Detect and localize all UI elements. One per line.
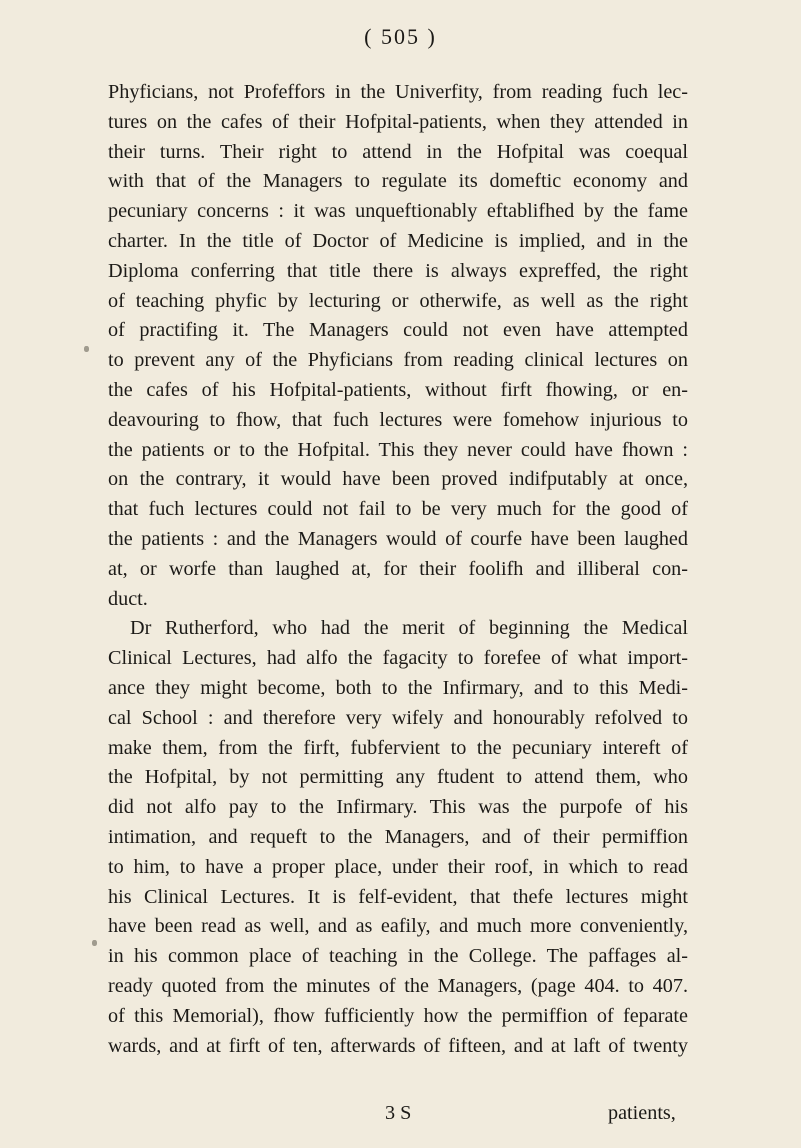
text-line: the Hofpital, by not permitting any ftudent to attend them, who (108, 766, 688, 789)
text-line: the patients : and the Managers would of courfe have been laughed (108, 527, 688, 550)
text-line: their turns. Their right to attend in the Hofpital was coequal (108, 140, 688, 163)
text-line: duct. (108, 587, 148, 610)
text-line: wards, and at firft of ten, afterwards of fifteen, and at laft of twenty (108, 1034, 688, 1057)
text-line: Dr Rutherford, who had the merit of beginning the Medical (130, 617, 688, 640)
ink-speck (84, 346, 89, 352)
text-line: tures on the cafes of their Hofpital-patients, when they attended in (108, 110, 688, 133)
text-line: pecuniary concerns : it was unqueftionably eftablifhed by the fame (108, 200, 688, 223)
ink-speck (92, 940, 97, 946)
text-line: Phyficians, not Profeffors in the Univerfity, from reading fuch lec- (108, 81, 688, 103)
text-line: have been read as well, and as eafily, and much more conveniently, (108, 915, 688, 938)
catchword: patients, (608, 1102, 676, 1124)
text-line: that fuch lectures could not fail to be very much for the good of (108, 498, 688, 521)
text-line: the cafes of his Hofpital-patients, without firft fhowing, or en- (108, 378, 688, 401)
signature-mark: 3 S (385, 1102, 412, 1124)
text-line: ance they might become, both to the Infirmary, and to this Medi- (108, 676, 688, 699)
text-line: to prevent any of the Phyficians from reading clinical lectures on (108, 349, 688, 372)
text-line: with that of the Managers to regulate its domeftic economy and (108, 170, 688, 193)
text-line: Clinical Lectures, had alfo the fagacity to forefee of what import- (108, 647, 688, 670)
text-line: Diploma conferring that title there is always expreffed, the right (108, 259, 688, 282)
text-line: in his common place of teaching in the College. The paffages al- (108, 945, 688, 968)
text-line: cal School : and therefore very wifely and honourably refolved to (108, 706, 688, 729)
body-text (108, 78, 688, 1061)
text-line: at, or worfe than laughed at, for their foolifh and illiberal con- (108, 557, 688, 580)
text-line: of practifing it. The Managers could not even have attempted (108, 319, 688, 342)
text-line: of this Memorial), fhow fufficiently how the permiffion of feparate (108, 1004, 688, 1027)
text-line: ready quoted from the minutes of the Managers, (page 404. to 407. (108, 974, 688, 997)
text-line: did not alfo pay to the Infirmary. This was the purpofe of his (108, 796, 688, 819)
text-line: the patients or to the Hofpital. This they never could have fhown : (108, 438, 688, 461)
text-line: intimation, and requeft to the Managers, and of their permiffion (108, 825, 688, 848)
text-line: to him, to have a proper place, under their roof, in which to read (108, 855, 688, 878)
text-line: his Clinical Lectures. It is felf-evident, that thefe lectures might (108, 885, 688, 908)
text-line: make them, from the firft, fubfervient to the pecuniary intereft of (108, 736, 688, 759)
text-line: of teaching phyfic by lecturing or otherwife, as well as the right (108, 289, 688, 312)
text-line: on the contrary, it would have been proved indifputably at once, (108, 468, 688, 491)
text-line: charter. In the title of Doctor of Medicine is implied, and in the (108, 229, 688, 252)
page-number: ( 505 ) (364, 24, 437, 49)
text-line: deavouring to fhow, that fuch lectures were fomehow injurious to (108, 408, 688, 431)
